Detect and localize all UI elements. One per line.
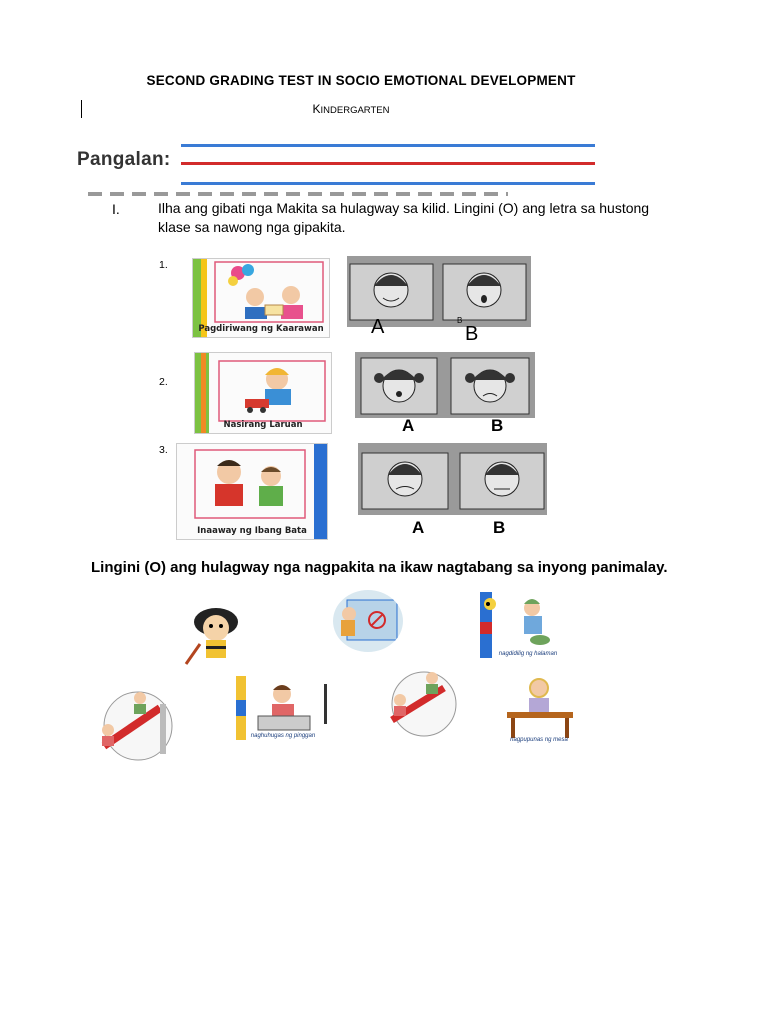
section1-instruction: Ilha ang gibati nga Makita sa hulagway sa kilid. Lingini (O) ang letra sa hustong klase sa nawong nga gipakita.	[158, 200, 650, 235]
broken-toy-picture	[194, 352, 332, 434]
grade-level	[0, 102, 702, 116]
item-number-2: 2.	[159, 376, 168, 388]
watering-plants-icon	[480, 592, 576, 658]
item-number-1: 1.	[159, 259, 168, 271]
item-number-3: 3.	[159, 444, 168, 456]
sweeping-boy-icon	[178, 604, 256, 668]
watering-plants-caption: nagdidilig ng halaman	[498, 651, 558, 657]
name-line-middle[interactable]	[181, 162, 595, 165]
grade-level-rest: INDERGARTEN	[320, 105, 390, 116]
bullied-icon	[177, 444, 327, 539]
section2-instruction: Lingini (O) ang hulagway nga nagpakita na ikaw nagtabang sa inyong panimalay.	[91, 559, 668, 576]
item-caption-1: Pagdiriwang ng Kaarawan	[198, 324, 324, 334]
washing-dishes-icon	[236, 676, 330, 740]
choice-a-1[interactable]: A	[371, 316, 385, 338]
wiping-table-caption: nagpupunas ng mesa	[510, 737, 568, 743]
birthday-picture	[192, 258, 330, 338]
section-numeral: I.	[112, 201, 120, 217]
grade-level-initial: K	[312, 102, 321, 116]
face-photo-2	[355, 352, 535, 418]
choice-b-1[interactable]: B	[465, 323, 479, 345]
bullied-picture	[176, 443, 328, 540]
choice-b-3[interactable]: B	[493, 518, 506, 537]
washing-dishes-picture[interactable]	[236, 676, 330, 740]
slide-picture-left[interactable]	[90, 684, 190, 764]
name-line-bottom	[181, 182, 595, 185]
face-photo-3	[358, 443, 547, 515]
choice-b-1-small: B	[457, 316, 463, 325]
no-drawing-on-wall-picture[interactable]	[333, 590, 403, 652]
slide-picture-right[interactable]	[378, 668, 468, 740]
test-title: SECOND GRADING TEST IN SOCIO EMOTIONAL DEVELOPMENT	[146, 73, 576, 88]
item-caption-2: Nasirang Laruan	[223, 420, 303, 430]
item-caption-3: Inaaway ng Ibang Bata	[197, 526, 307, 536]
slide-icon-left	[90, 684, 190, 764]
name-label: Pangalan:	[77, 149, 171, 170]
watering-plants-picture[interactable]	[480, 592, 576, 658]
choice-a-3[interactable]: A	[412, 518, 425, 537]
slide-icon-right	[378, 668, 468, 740]
name-line-top	[181, 144, 595, 147]
sweeping-boy-picture[interactable]	[178, 604, 256, 668]
choice-a-2[interactable]: A	[402, 416, 415, 435]
no-drawing-icon	[333, 590, 403, 652]
choice-b-2[interactable]: B	[491, 416, 504, 435]
wiping-table-picture[interactable]	[499, 672, 579, 744]
cut-off-text-line	[88, 192, 508, 196]
washing-dishes-caption: naghuhugas ng pinggan	[250, 733, 316, 739]
text-cursor	[81, 100, 82, 118]
wiping-table-icon	[499, 672, 579, 744]
